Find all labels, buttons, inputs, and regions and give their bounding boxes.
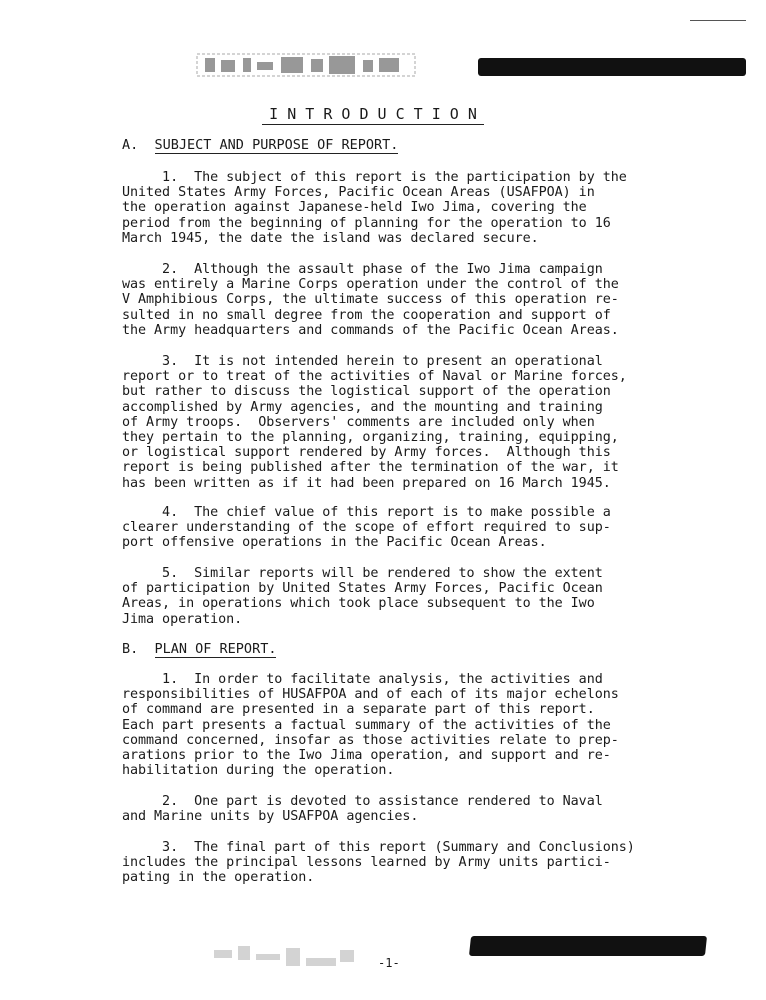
text-line: 3. The final part of this report (Summary and Conclusions)	[122, 840, 635, 855]
section-heading-b	[122, 641, 276, 657]
text-line: the Army headquarters and commands of the Pacific Ocean Areas.	[122, 322, 619, 338]
section-letter: A.	[122, 137, 139, 153]
text-line: arations prior to the Iwo Jima operation, and support and re-	[122, 748, 611, 764]
text-line: has been written as if it had been prepared on 16 March 1945.	[122, 475, 611, 491]
text-line: clearer understanding of the scope of effort required to sup-	[122, 520, 611, 536]
text-line: 4. The chief value of this report is to make possible a	[122, 505, 611, 520]
paragraph-b3	[122, 840, 712, 886]
redaction-bar-top	[478, 58, 746, 76]
text-line: 3. It is not intended herein to present an operational	[122, 354, 603, 369]
text-line: habilitation during the operation.	[122, 763, 395, 779]
top-rule	[690, 20, 746, 21]
text-line: 2. Although the assault phase of the Iwo Jima campaign	[122, 262, 603, 277]
text-line: but rather to discuss the logistical support of the operation	[122, 384, 611, 400]
text-line: 5. Similar reports will be rendered to show the extent	[122, 566, 603, 581]
text-line: Each part presents a factual summary of the activities of the	[122, 717, 611, 733]
text-line: the operation against Japanese-held Iwo Jima, covering the	[122, 200, 587, 216]
text-line: period from the beginning of planning for the operation to 16	[122, 215, 611, 231]
text-line: of Army troops. Observers' comments are included only when	[122, 414, 595, 430]
text-line: accomplished by Army agencies, and the mounting and training	[122, 399, 603, 415]
text-line: includes the principal lessons learned by Army units partici-	[122, 855, 611, 871]
text-line: of participation by United States Army Forces, Pacific Ocean	[122, 581, 603, 597]
paragraph-a2	[122, 262, 712, 338]
paragraph-b2	[122, 794, 712, 824]
page-title: I N T R O D U C T I O N	[262, 105, 484, 125]
text-line: United States Army Forces, Pacific Ocean Areas (USAFPOA) in	[122, 185, 595, 201]
text-line: port offensive operations in the Pacific Ocean Areas.	[122, 535, 547, 551]
text-line: was entirely a Marine Corps operation under the control of the	[122, 277, 619, 293]
text-line: V Amphibious Corps, the ultimate success of this operation re-	[122, 292, 619, 308]
page-number: -1-	[378, 956, 400, 970]
text-line: they pertain to the planning, organizing, training, equipping,	[122, 430, 619, 446]
paragraph-b1	[122, 672, 712, 778]
text-line: pating in the operation.	[122, 870, 315, 886]
text-line: command concerned, insofar as those activities relate to prep-	[122, 732, 619, 748]
section-heading-a	[122, 137, 398, 153]
text-line: sulted in no small degree from the cooperation and support of	[122, 307, 611, 323]
paragraph-a1	[122, 170, 712, 246]
text-line: Jima operation.	[122, 611, 243, 627]
paragraph-a5	[122, 566, 712, 627]
text-line: report is being published after the termination of the war, it	[122, 460, 619, 476]
text-line: Areas, in operations which took place subsequent to the Iwo	[122, 596, 595, 612]
paragraph-a4	[122, 505, 712, 551]
text-line: March 1945, the date the island was declared secure.	[122, 230, 539, 246]
section-letter: B.	[122, 641, 139, 657]
faded-classification-stamp	[195, 50, 417, 80]
faded-footer-stamp	[210, 940, 360, 978]
text-line: responsibilities of HUSAFPOA and of each of its major echelons	[122, 687, 619, 703]
section-title: SUBJECT AND PURPOSE OF REPORT.	[154, 137, 399, 153]
paragraph-a3	[122, 354, 712, 491]
text-line: 1. The subject of this report is the participation by the	[122, 170, 627, 185]
text-line: and Marine units by USAFPOA agencies.	[122, 809, 419, 825]
text-line: 2. One part is devoted to assistance rendered to Naval	[122, 794, 603, 809]
text-line: of command are presented in a separate part of this report.	[122, 702, 595, 718]
text-line: report or to treat of the activities of Naval or Marine forces,	[122, 369, 627, 385]
text-line: 1. In order to facilitate analysis, the activities and	[122, 672, 603, 687]
section-title: PLAN OF REPORT.	[154, 641, 277, 657]
redaction-bar-bottom	[469, 936, 707, 956]
text-line: or logistical support rendered by Army forces. Although this	[122, 445, 611, 461]
